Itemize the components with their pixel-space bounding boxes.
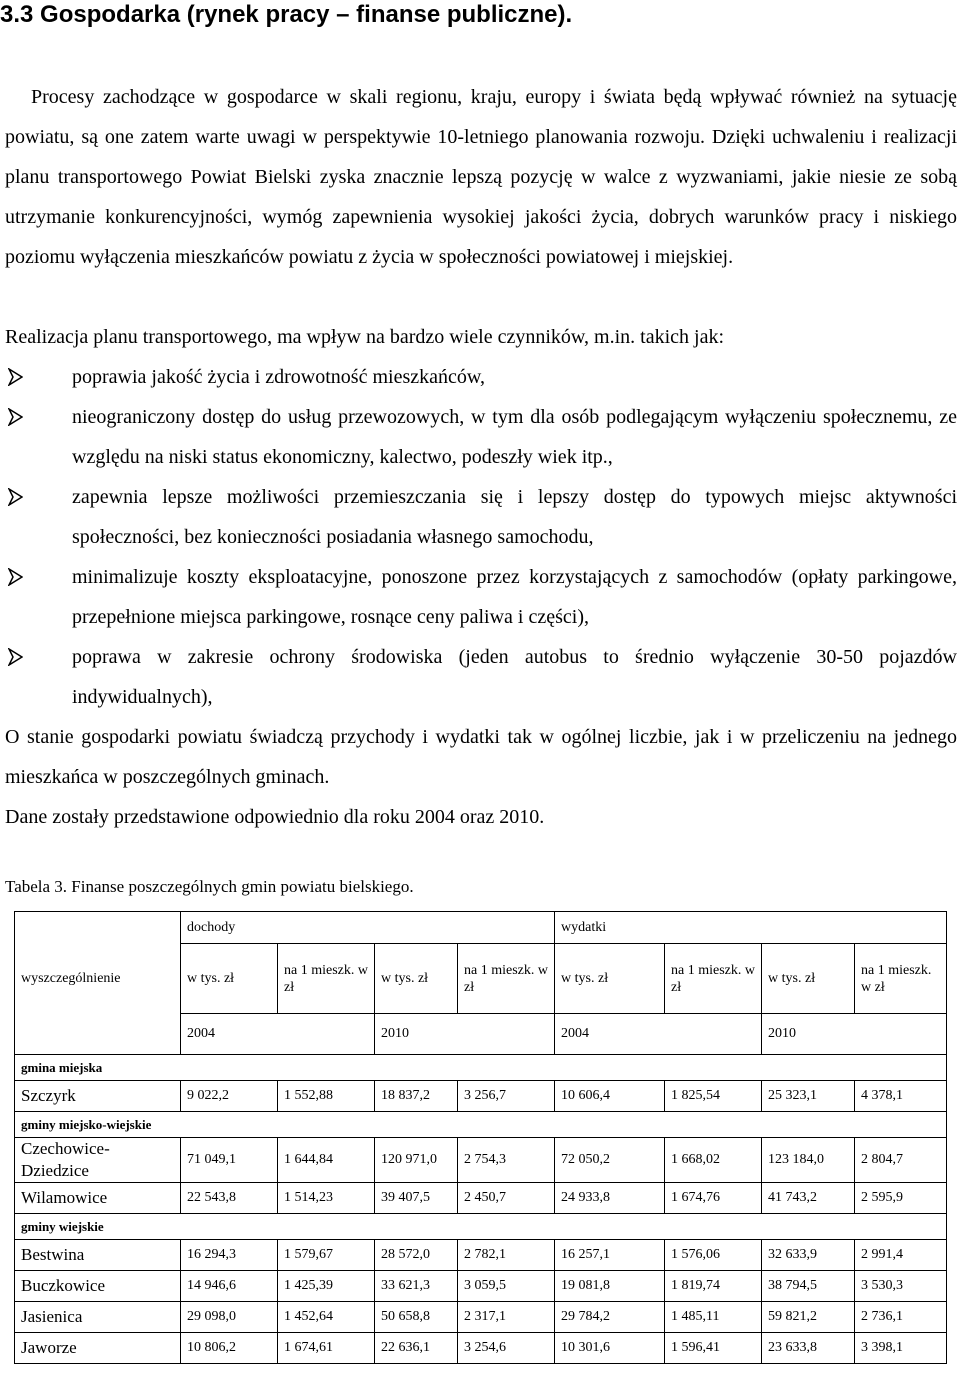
list-item-text: minimalizuje koszty eksploatacyjne, ponoszone przez korzystających z samochodów (opłaty parkingowe, przepełnione miejsca parkingowe, rosnące ceny paliwa i części), — [72, 566, 957, 628]
table-cell: 1 552,88 — [278, 1081, 375, 1112]
intro-paragraph: Procesy zachodzące w gospodarce w skali regionu, kraju, europy i świata będą wpływać również na sytuację powiatu, są one zatem warte uwagi w perspektywie 10-letniego planowania rozwoju. Dzięki uchwaleniu i realizacji planu transportowego Powiat Bielski zyska znacznie lepszą pozycję w walce z wyzwaniami, jakie niesie ze sobą utrzymanie konkurencyjności, wymóg zapewnienia wysokiej jakości życia, dobrych warunków pracy i niskiego poziomu wyłączenia mieszkańców powiatu z życia w społeczności powiatowej i miejskiej. — [5, 86, 957, 268]
header-unit-per-capita: na 1 mieszk. w zł — [665, 944, 762, 1014]
table-cell: 2 450,7 — [458, 1183, 555, 1214]
table-cell: 2 991,4 — [855, 1240, 947, 1271]
list-item-text: poprawia jakość życia i zdrowotność mieszkańców, — [72, 366, 485, 388]
header-empty-cell — [15, 912, 181, 944]
gmina-name: Jaworze — [15, 1333, 181, 1364]
table-cell: 1 819,74 — [665, 1271, 762, 1302]
table-cell: 23 633,8 — [762, 1333, 855, 1364]
table-cell: 2 804,7 — [855, 1138, 947, 1183]
list-item — [5, 397, 957, 477]
table-cell: 1 825,54 — [665, 1081, 762, 1112]
table-row — [15, 1081, 947, 1112]
header-year: 2004 — [555, 1014, 762, 1055]
table-cell: 3 254,6 — [458, 1333, 555, 1364]
table-cell: 10 606,4 — [555, 1081, 665, 1112]
table-row — [15, 1138, 947, 1183]
table-cell: 28 572,0 — [375, 1240, 458, 1271]
table-cell: 14 946,6 — [181, 1271, 278, 1302]
table-cell: 16 294,3 — [181, 1240, 278, 1271]
header-year: 2010 — [375, 1014, 555, 1055]
table-cell: 2 782,1 — [458, 1240, 555, 1271]
list-item-text: poprawa w zakresie ochrony środowiska (jeden autobus to średnio wyłączenie 30-50 pojazdów indywidualnych), — [72, 646, 957, 708]
gmina-name: Czechowice-Dziedzice — [15, 1138, 181, 1183]
list-item — [5, 637, 957, 717]
table-section-row — [15, 1055, 947, 1081]
factors-paragraph: Realizacja planu transportowego, ma wpływ na bardzo wiele czynników, m.in. takich jak: — [5, 326, 725, 348]
header-unit-per-capita: na 1 mieszk. w zł — [855, 944, 947, 1014]
header-unit-total: w tys. zł — [375, 944, 458, 1014]
section-title: gmina miejska — [15, 1055, 947, 1081]
finance-table — [14, 911, 947, 1364]
table-cell: 38 794,5 — [762, 1271, 855, 1302]
list-item — [5, 557, 957, 637]
table-cell: 3 059,5 — [458, 1271, 555, 1302]
table-cell: 1 596,41 — [665, 1333, 762, 1364]
table-cell: 29 784,2 — [555, 1302, 665, 1333]
table-row — [15, 1240, 947, 1271]
table-cell: 24 933,8 — [555, 1183, 665, 1214]
table-cell: 1 425,39 — [278, 1271, 375, 1302]
list-item-text: zapewnia lepsze możliwości przemieszczania się i lepszy dostęp do typowych miejsc aktywności społeczności, bez konieczności posiadania własnego samochodu, — [72, 486, 957, 548]
table-cell: 1 674,76 — [665, 1183, 762, 1214]
table-cell: 39 407,5 — [375, 1183, 458, 1214]
table-cell: 50 658,8 — [375, 1302, 458, 1333]
table-row — [15, 1333, 947, 1364]
table-cell: 3 256,7 — [458, 1081, 555, 1112]
header-unit-per-capita: na 1 mieszk. w zł — [278, 944, 375, 1014]
table-cell: 1 674,61 — [278, 1333, 375, 1364]
gmina-name: Szczyrk — [15, 1081, 181, 1112]
table-cell: 3 530,3 — [855, 1271, 947, 1302]
list-item — [5, 357, 957, 397]
gmina-name: Buczkowice — [15, 1271, 181, 1302]
list-item — [5, 477, 957, 557]
table-cell: 1 452,64 — [278, 1302, 375, 1333]
section-title: gminy miejsko-wiejskie — [15, 1112, 947, 1138]
table-header-years — [15, 1014, 947, 1055]
table-cell: 123 184,0 — [762, 1138, 855, 1183]
table-cell: 1 579,67 — [278, 1240, 375, 1271]
table-row — [15, 1183, 947, 1214]
table-section-row — [15, 1112, 947, 1138]
table-cell: 29 098,0 — [181, 1302, 278, 1333]
header-unit-total: w tys. zł — [555, 944, 665, 1014]
header-col-label: wyszczególnienie — [15, 944, 181, 1014]
table-cell: 25 323,1 — [762, 1081, 855, 1112]
table-section-row — [15, 1214, 947, 1240]
header-year: 2010 — [762, 1014, 947, 1055]
table-cell: 1 644,84 — [278, 1138, 375, 1183]
table-cell: 59 821,2 — [762, 1302, 855, 1333]
table-cell: 1 485,11 — [665, 1302, 762, 1333]
table-cell: 1 576,06 — [665, 1240, 762, 1271]
arrow-bullet-icon — [8, 368, 23, 386]
table-cell: 3 398,1 — [855, 1333, 947, 1364]
arrow-bullet-icon — [8, 568, 23, 586]
table-cell: 22 543,8 — [181, 1183, 278, 1214]
table-cell: 19 081,8 — [555, 1271, 665, 1302]
table-caption: Tabela 3. Finanse poszczególnych gmin powiatu bielskiego. — [5, 877, 414, 896]
years-paragraph: Dane zostały przedstawione odpowiednio dla roku 2004 oraz 2010. — [5, 806, 545, 828]
table-cell: 2 754,3 — [458, 1138, 555, 1183]
arrow-bullet-icon — [8, 488, 23, 506]
table-cell: 9 022,2 — [181, 1081, 278, 1112]
table-cell: 71 049,1 — [181, 1138, 278, 1183]
list-item-text: nieograniczony dostęp do usług przewozowych, w tym dla osób podlegającym wyłączeniu społecznemu, ze względu na niski status ekonomiczny, kalectwo, podeszły wiek itp., — [72, 406, 957, 468]
header-empty-cell — [15, 1014, 181, 1055]
arrow-bullet-icon — [8, 648, 23, 666]
header-unit-total: w tys. zł — [181, 944, 278, 1014]
header-unit-per-capita: na 1 mieszk. w zł — [458, 944, 555, 1014]
section-title: gminy wiejskie — [15, 1214, 947, 1240]
table-cell: 1 668,02 — [665, 1138, 762, 1183]
table-cell: 41 743,2 — [762, 1183, 855, 1214]
table-cell: 2 736,1 — [855, 1302, 947, 1333]
table-cell: 72 050,2 — [555, 1138, 665, 1183]
table-row — [15, 1302, 947, 1333]
table-cell: 16 257,1 — [555, 1240, 665, 1271]
table-cell: 2 595,9 — [855, 1183, 947, 1214]
table-cell: 18 837,2 — [375, 1081, 458, 1112]
header-year: 2004 — [181, 1014, 375, 1055]
table-row — [15, 1271, 947, 1302]
header-expense: wydatki — [555, 912, 947, 944]
gmina-name: Wilamowice — [15, 1183, 181, 1214]
table-cell: 1 514,23 — [278, 1183, 375, 1214]
table-cell: 4 378,1 — [855, 1081, 947, 1112]
arrow-bullet-icon — [8, 408, 23, 426]
table-cell: 10 806,2 — [181, 1333, 278, 1364]
table-cell: 32 633,9 — [762, 1240, 855, 1271]
table-cell: 33 621,3 — [375, 1271, 458, 1302]
table-header-units — [15, 944, 947, 1014]
header-income: dochody — [181, 912, 555, 944]
header-unit-total: w tys. zł — [762, 944, 855, 1014]
table-cell: 10 301,6 — [555, 1333, 665, 1364]
gmina-name: Jasienica — [15, 1302, 181, 1333]
gmina-name: Bestwina — [15, 1240, 181, 1271]
table-cell: 22 636,1 — [375, 1333, 458, 1364]
factors-list — [5, 357, 957, 717]
table-body — [15, 1055, 947, 1364]
section-heading: 3.3 Gospodarka (rynek pracy – finanse publiczne). — [0, 1, 573, 28]
table-header-groups — [15, 912, 947, 944]
table-cell: 120 971,0 — [375, 1138, 458, 1183]
finance-paragraph: O stanie gospodarki powiatu świadczą przychody i wydatki tak w ogólnej liczbie, jak i w przeliczeniu na jednego mieszkańca w poszczególnych gminach. — [5, 726, 957, 788]
table-cell: 2 317,1 — [458, 1302, 555, 1333]
